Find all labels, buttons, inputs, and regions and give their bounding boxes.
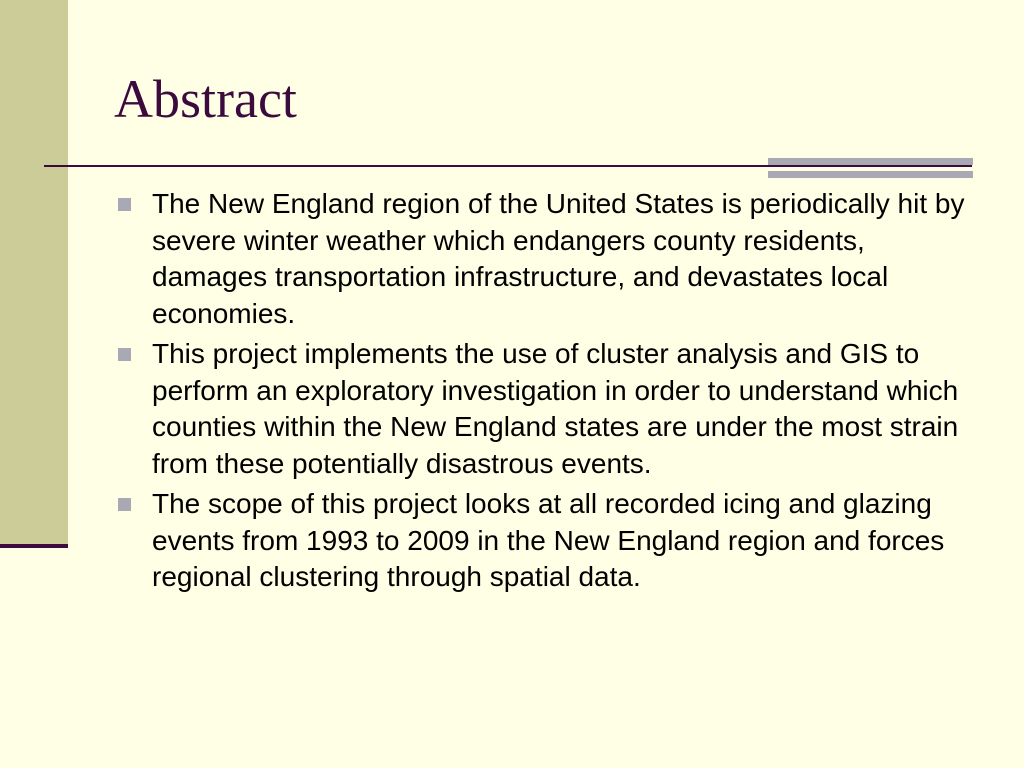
square-bullet-icon xyxy=(118,198,131,211)
left-decorative-band xyxy=(0,0,68,548)
divider-accent-bar-bottom xyxy=(768,171,973,178)
bullet-item xyxy=(114,486,974,596)
bullet-text: The New England region of the United States is periodically hit by severe winter weather which endangers county residents, damages transportation infrastructure, and devastates local economies. xyxy=(152,188,965,329)
bullet-item xyxy=(114,186,974,332)
bullet-text: The scope of this project looks at all recorded icing and glazing events from 1993 to 2009 in the New England region and forces regional clustering through spatial data. xyxy=(152,488,945,592)
square-bullet-icon xyxy=(118,498,131,511)
bullet-item xyxy=(114,336,974,482)
left-accent-line xyxy=(0,544,68,548)
divider-accent xyxy=(768,158,973,178)
square-bullet-icon xyxy=(118,348,131,361)
bullet-text: This project implements the use of cluster analysis and GIS to perform an exploratory investigation in order to understand which counties within the New England states are under the most strain from these potentially disastrous events. xyxy=(152,338,959,479)
bullet-list xyxy=(114,186,974,600)
divider-accent-bar-top xyxy=(768,158,973,165)
slide-title: Abstract xyxy=(114,69,297,129)
